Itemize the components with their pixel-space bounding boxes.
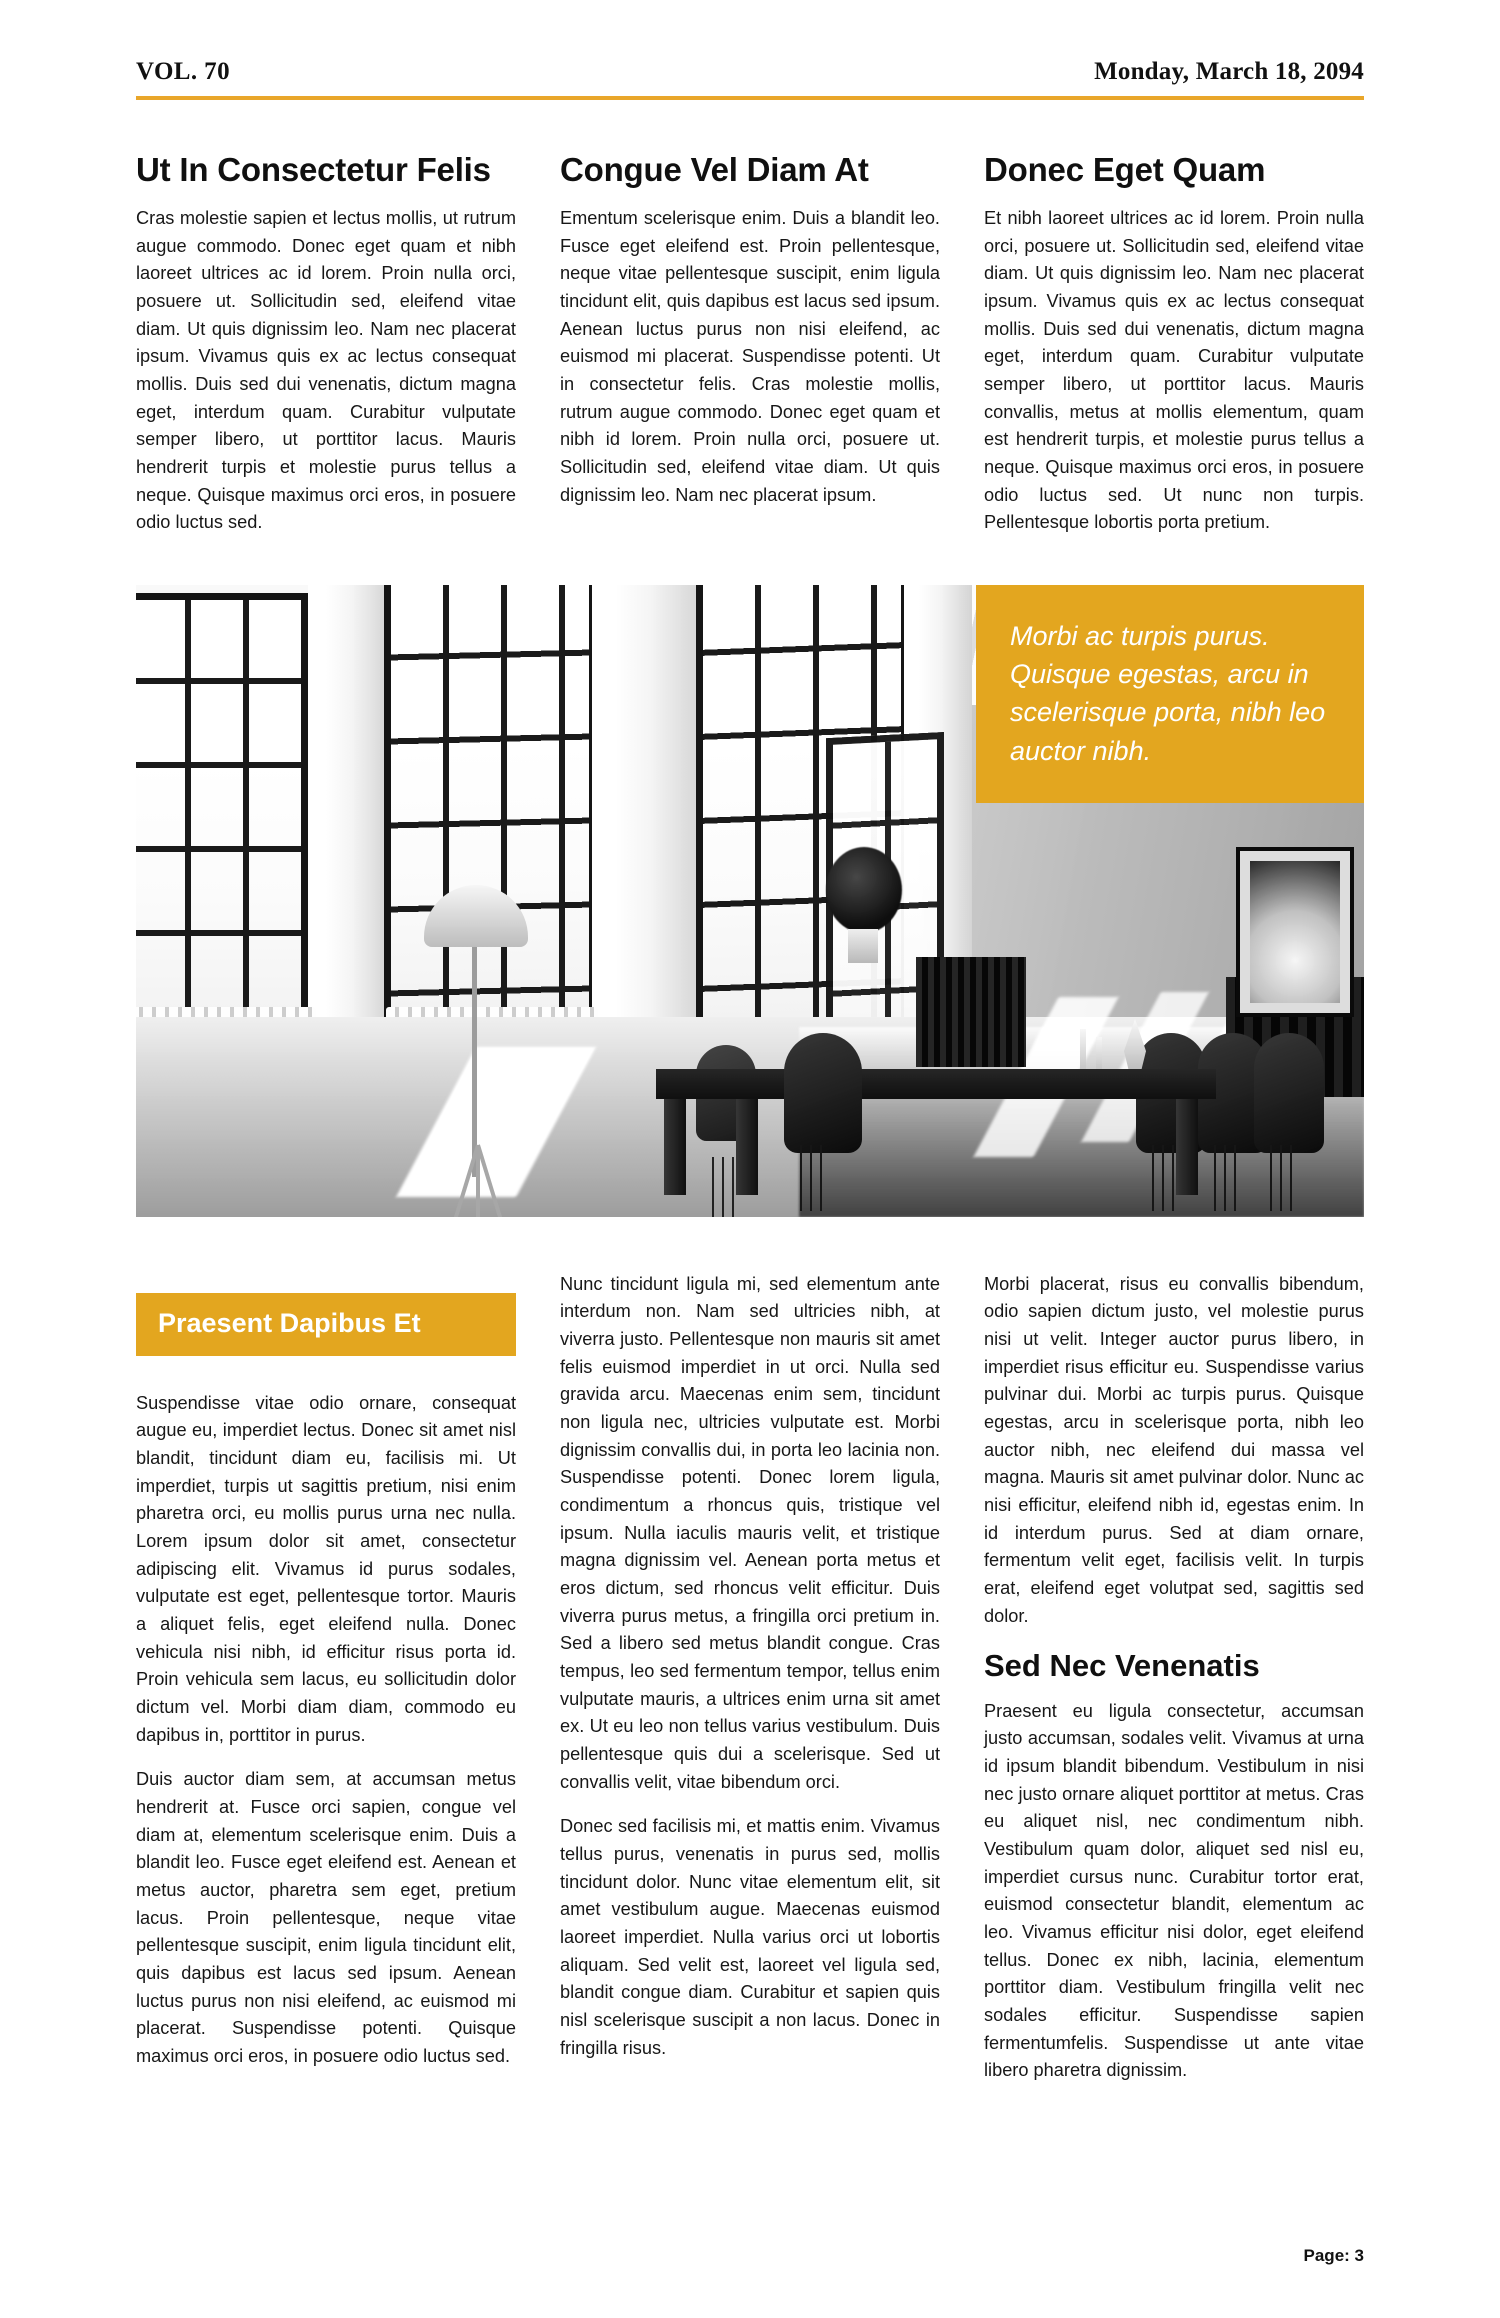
- table-leg: [736, 1085, 758, 1195]
- headline-congue-vel-diam-at: Congue Vel Diam At: [560, 151, 869, 188]
- headline-ut-in-consectetur-felis: Ut In Consectetur Felis: [136, 151, 491, 188]
- sideboard-cabinet: [916, 957, 1026, 1067]
- dining-chair: [1254, 1033, 1324, 1153]
- article-paragraph: Nunc tincidunt ligula mi, sed elementum ante interdum non. Nam sed ultricies nibh, at viverra justo. Pellentesque non mauris sit amet felis euismod imperdiet in ut orci. Nulla sed gravida arcu. Maecenas enim sem, tincidunt non ligula nec, ultricies vulputate est. Morbi dignissim convallis dui, in porta leo lacinia non. Suspendisse potenti. Donec lorem ligula, condimentum a rhoncus quis, tristique vel ipsum. Nulla iaculis mauris velit, et tristique magna dignissim vel. Aenean porta metus et eros dictum, sed rhoncus velit efficitur. Duis viverra purus metus, a fringilla orci pretium in. Sed a libero sed metus blandit congue. Cras tempus, leo sed fermentum tempor, tellus enim vulputate mauris, a ultrices enim urna sit amet ex. Ut eu leo non tellus varius vestibulum. Duis pellentesque quis dui a scelerisque. Sed ut convallis velit, vitae bibendum orci.: [560, 1273, 940, 1792]
- subhead-sed-nec-venenatis: Sed Nec Venenatis: [984, 1648, 1260, 1684]
- article-paragraph: Ementum scelerisque enim. Duis a blandit leo. Fusce eget eleifend est. Proin pellentesque, neque vitae pellentesque suscipit, enim ligula tincidunt elit, quis dapibus est lacus sed ipsum. Aenean luctus purus non nisi eleifend, ac euismod mi placerat. Suspendisse potenti. Ut in consectetur felis. Cras molestie mollis, rutrum augue commodo. Donec eget quam et nibh id lorem. Proin nulla orci, posuere ut. Sollicitudin sed, eleifend vitae diam. Ut quis dignissim leo. Nam nec placerat ipsum.: [560, 207, 940, 505]
- dining-table-top: [656, 1069, 1216, 1099]
- pull-quote-callout: [976, 585, 1364, 803]
- headline-donec-eget-quam: Donec Eget Quam: [984, 151, 1266, 188]
- issue-date: Monday, March 18, 2094: [1094, 58, 1364, 85]
- floor-lamp-stem: [472, 947, 477, 1177]
- article-column-3: [984, 152, 1364, 537]
- potted-plant-pot: [848, 929, 878, 963]
- callout-text: Morbi ac turpis purus. Quisque egestas, arcu in scelerisque porta, nibh leo auctor nibh.: [1010, 620, 1326, 766]
- article-paragraph: Cras molestie sapien et lectus mollis, ut rutrum augue commodo. Donec eget quam et nibh laoreet ultrices ac id lorem. Proin nulla orci, posuere ut. Sollicitudin sed, eleifend vitae diam. Ut quis dignissim leo. Nam nec placerat ipsum. Vivamus quis ex ac lectus consequat mollis. Duis sed dui venenatis, dictum magna eget, interdum quam. Curabitur vulputate semper libero, ut porttitor lacus. Mauris hendrerit turpis et molestie purus tellus a neque. Quisque maximus orci eros, in posuere odio luctus sed.: [136, 207, 516, 533]
- article-paragraph: Donec sed facilisis mi, et mattis enim. Vivamus tellus purus, venenatis in purus sed, mollis tincidunt dolor. Nunc vitae elementum elit, sit amet vestibulum augue. Maecenas euismod laoreet imperdiet. Nulla varius orci ut lobortis aliquam. Sed velit est, laoreet vel ligula sed, blandit congue diam. Curabitur et sapien quis nisl scelerisque suscipit a non lacus. Donec in fringilla risus.: [560, 1816, 940, 2058]
- artwork-image: [1250, 861, 1340, 1003]
- floor-lamp-tripod: [432, 1145, 520, 1217]
- article-column-1: [136, 152, 516, 537]
- article-paragraph: Duis auctor diam sem, at accumsan metus hendrerit at. Fusce orci sapien, congue vel diam at, elementum scelerisque enim. Duis a blandit leo. Fusce eget eleifend est. Aenean et metus auctor, pharetra sem eget, pretium lacus. Proin pellentesque, neque vitae pellentesque suscipit, enim ligula tincidunt elit, quis dapibus est lacus sed ipsum. Aenean luctus purus non nisi eleifend, ac euismod mi placerat. Suspendisse potenti. Quisque maximus orci eros, in posuere odio luctus sed.: [136, 1769, 516, 2066]
- masthead: [136, 0, 1364, 96]
- article-column-2: [560, 152, 940, 537]
- masthead-divider: [136, 96, 1364, 100]
- article-paragraph: Et nibh laoreet ultrices ac id lorem. Proin nulla orci, posuere ut. Sollicitudin sed, eleifend vitae diam. Ut quis dignissim leo. Nam nec placerat ipsum. Vivamus quis ex ac lectus consequat mollis. Duis sed dui venenatis, dictum magna eget, interdum quam. Curabitur vulputate semper libero, ut porttitor lacus. Mauris convallis, metus at mollis elementum, quam est hendrerit turpis, et molestie purus tellus a neque. Quisque maximus orci eros, in posuere odio luctus sed. Ut nunc non turpis. Pellentesque lobortis porta pretium.: [984, 207, 1364, 533]
- hero-image-band: [136, 585, 1364, 1217]
- lower-article-columns: [136, 1271, 1364, 2085]
- lower-column-1: [136, 1271, 516, 2085]
- top-article-columns: [136, 152, 1364, 537]
- volume-label: VOL. 70: [136, 58, 230, 85]
- article-paragraph: Praesent eu ligula consectetur, accumsan justo accumsan, sodales velit. Vivamus at urna id ipsum blandit bibendum. Vestibulum in nisi nec justo ornare aliquet porttitor at metus. Cras eu aliquet nisl, nec condimentum nibh. Vestibulum quam dolor, aliquet sed nisl eu, imperdiet cursus nunc. Curabitur tortor erat, euismod consectetur blandit, elementum ac leo. Vivamus efficitur nisi dolor, eget eleifend tellus. Donec ex nibh, lacinia, elementum porttitor diam. Vestibulum fringilla velit nec sodales efficitur. Suspendisse sapien fermentumfelis. Suspendisse ut ante vitae libero pharetra dignissim.: [984, 1700, 1364, 2081]
- section-tag-praesent-dapibus-et: Praesent Dapibus Et: [136, 1293, 516, 1356]
- candle: [1096, 1037, 1102, 1071]
- table-leg: [1176, 1085, 1198, 1195]
- lower-column-3: [984, 1271, 1364, 2085]
- candle: [1080, 1029, 1086, 1071]
- page-number-label: Page: 3: [1303, 2246, 1364, 2265]
- article-paragraph: Morbi placerat, risus eu convallis bibendum, odio sapien dictum justo, vel molestie purus nisi ut velit. Integer auctor purus libero, in imperdiet risus efficitur eu. Suspendisse varius pulvinar dui. Morbi ac turpis purus. Quisque egestas, arcu in scelerisque porta, nibh leo auctor nibh, nec eleifend dui massa vel magna. Mauris sit amet pulvinar dolor. Nunc ac nisi efficitur, eleifend nibh id, egestas enim. In id interdum purus. Sed at diam ornare, fermentum velit eget, facilisis velit. In turpis erat, eleifend eget volutpat sed, sagittis sed dolor.: [984, 1273, 1364, 1626]
- lower-column-2: [560, 1271, 940, 2085]
- dining-chair: [784, 1033, 862, 1153]
- article-paragraph: Suspendisse vitae odio ornare, consequat augue eu, imperdiet lectus. Donec sit amet nisl blandit, tincidunt diam eu, facilisis mi. Ut imperdiet, turpis ut sagittis pretium, nisi enim pharetra orci, eu mollis purus urna nec nulla. Lorem ipsum dolor sit amet, consectetur adipiscing elit. Vivamus id purus sodales, vulputate est eget, pellentesque tortor. Mauris a aliquet felis, eget eleifend nulla. Donec vehicula nisi nibh, id efficitur risus porta id. Proin vehicula sem lacus, eu sollicitudin dolor dictum vel. Morbi diam diam, commodo eu dapibus in, porttitor in purus.: [136, 1392, 516, 1745]
- potted-plant-foliage: [826, 847, 902, 933]
- page-footer: [136, 2246, 1364, 2266]
- table-leg: [664, 1085, 686, 1195]
- framed-artwork: [1236, 847, 1354, 1017]
